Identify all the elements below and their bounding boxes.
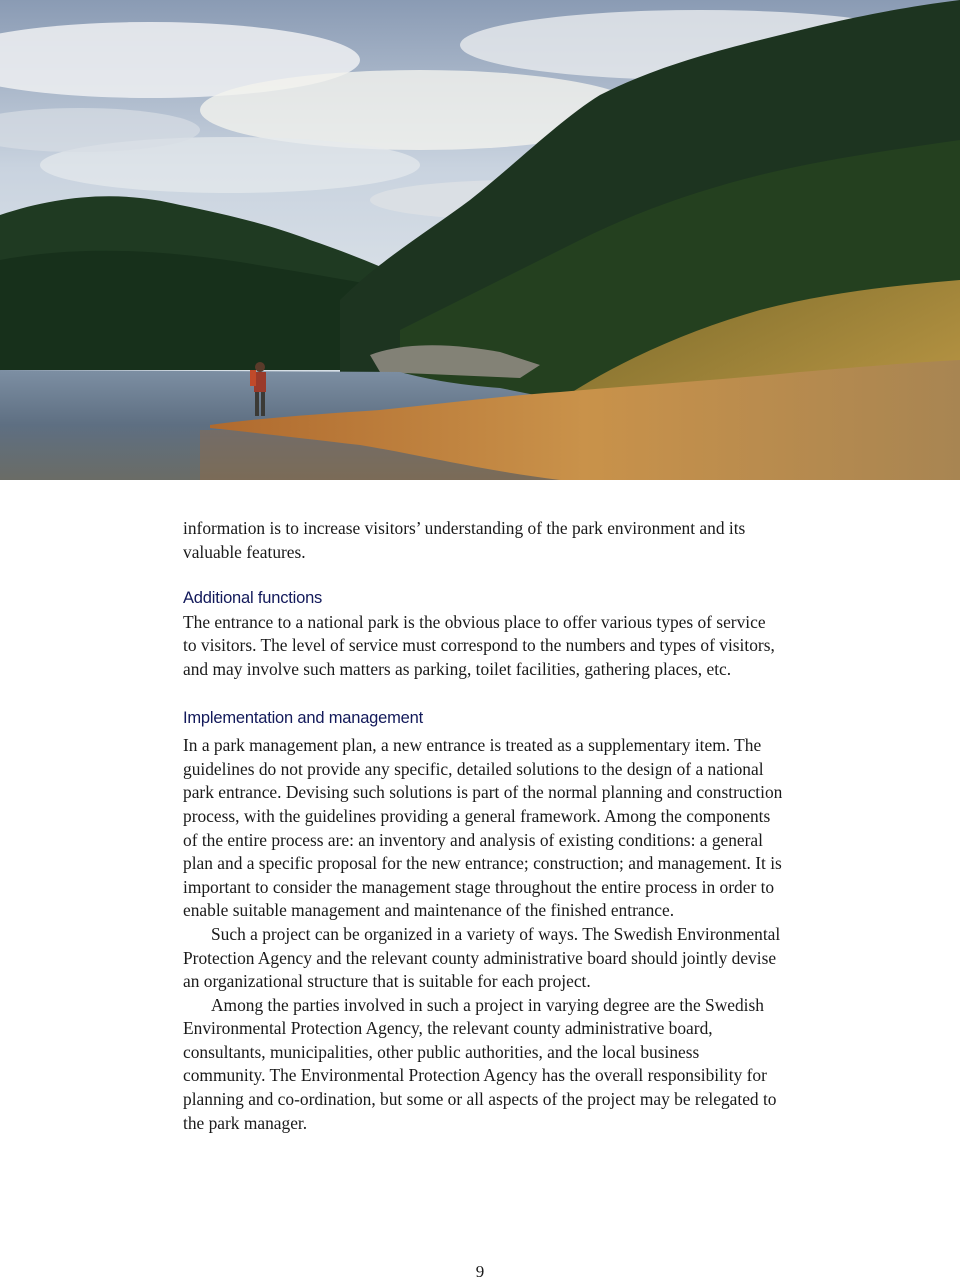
intro-paragraph: information is to increase visitors’ understanding of the park environment and its valuable features.	[183, 518, 746, 562]
page-number: 9	[475, 1262, 485, 1281]
section-heading-implementation: Implementation and management	[183, 708, 424, 727]
paragraph-implementation-3: Among the parties involved in such a project in varying degree are the Swedish Environmental Protection Agency, the relevant county administrative board, consultants, municipalities, other public authorities, and the local business community. The Environmental Protection Agency has the overall responsibility for planning and co-ordination, but some or all aspects of the project may be relegated to the park manager.	[183, 994, 777, 1133]
paragraph-additional-functions: The entrance to a national park is the obvious place to offer various types of service to visitors. The level of service must correspond to the numbers and types of visitors, and may involve such matters as parking, toilet facilities, gathering places, etc.	[183, 611, 775, 679]
paragraph-implementation-2: Such a project can be organized in a variety of ways. The Swedish Environmental Protection Agency and the relevant county administrative board should jointly devise an organizational structure that is suitable for each project.	[183, 923, 781, 992]
lake-forest-hiker-photo-icon	[0, 0, 960, 480]
landscape-photo	[0, 0, 960, 480]
paragraph-implementation-1: In a park management plan, a new entrance is treated as a supplementary item. The guidelines do not provide any specific, detailed solutions to the design of a national park entrance. Devising such solutions is part of the normal planning and construction process, with the guidelines providing a general framework. Among the components of the entire process are: an inventory and analysis of existing conditions: a general plan and a specific proposal for the new entrance; construction; and management. It is important to consider the management stage throughout the entire process in order to enable suitable management and maintenance of the finished entrance.	[183, 735, 783, 921]
section-heading-additional-functions: Additional functions	[183, 589, 323, 608]
article-body	[183, 517, 783, 1135]
